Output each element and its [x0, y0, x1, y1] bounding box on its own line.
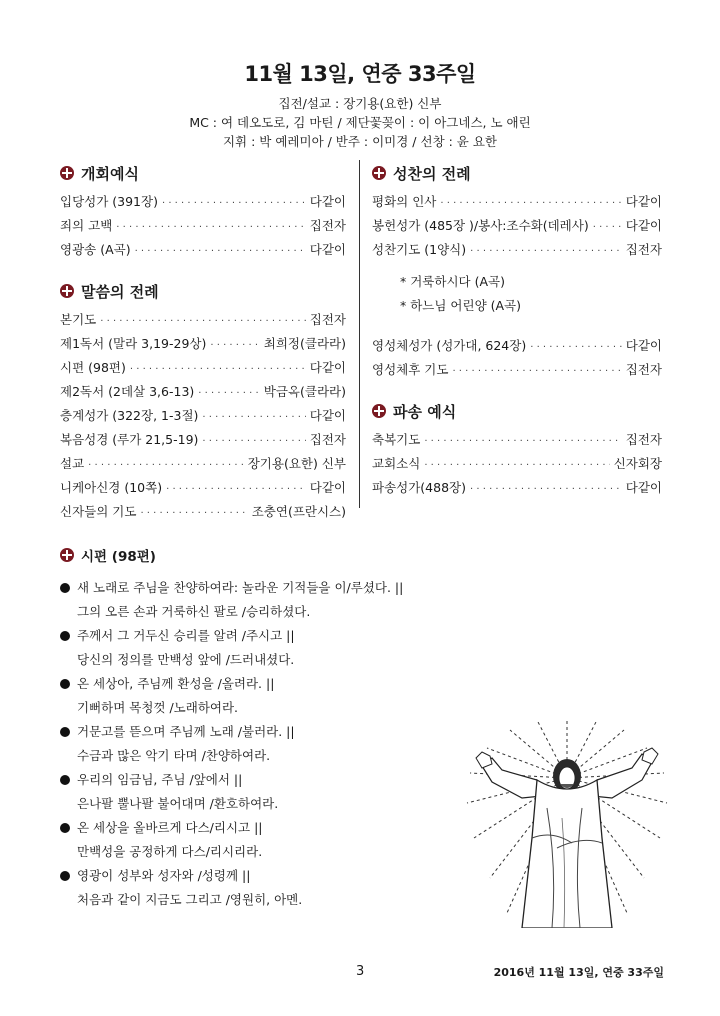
order-row: [60, 380, 346, 404]
cross-icon: [60, 166, 74, 180]
row-label: 제1독서 (말라 3,19-29상): [60, 336, 207, 351]
verse-line: 새 노래로 주님을 찬양하여라: 놀라운 기적들을 이/루셨다. ||: [77, 580, 404, 595]
row-value: 다같이: [309, 408, 346, 423]
order-row: [372, 428, 662, 452]
row-label: 니케아신경 (10쪽): [60, 480, 163, 495]
verse-response: 처음과 같이 지금도 그리고 /영원히, 아멘.: [77, 892, 303, 907]
row-label: 층계성가 (322장, 1-3절): [60, 408, 199, 423]
row-value: 다같이: [625, 338, 662, 353]
row-label: 영성체성가 (성가대, 624장): [372, 338, 527, 353]
sub-item: * 거룩하시다 (A곡): [400, 274, 505, 289]
row-label: 파송성가(488장): [372, 480, 466, 495]
section-title: 말씀의 전례: [81, 282, 159, 301]
order-row: [60, 356, 346, 380]
order-row: [60, 404, 346, 428]
bullet-icon: [60, 679, 70, 689]
row-label: 설교: [60, 456, 85, 471]
psalm-verse: [60, 672, 460, 720]
row-label: 제2독서 (2데살 3,6-13): [60, 384, 195, 399]
row-value: 집전자: [309, 432, 346, 447]
section-title: 개회예식: [81, 164, 139, 183]
bullet-icon: [60, 727, 70, 737]
credits: [0, 94, 720, 151]
row-value: 조충연(프란시스): [251, 504, 346, 519]
row-value: 집전자: [309, 312, 346, 327]
page-title: 11월 13일, 연중 33주일: [244, 62, 476, 86]
row-value: 집전자: [309, 218, 346, 233]
row-label: 봉헌성가 (485장 )/봉사:조수화(데레사): [372, 218, 589, 233]
verse-response: 수금과 많은 악기 타며 /찬양하여라.: [77, 748, 271, 763]
row-label: 입당성가 (391장): [60, 194, 158, 209]
psalm-section: [60, 542, 460, 912]
bullet-icon: [60, 871, 70, 881]
column-divider: [359, 160, 360, 508]
row-value: 다같이: [625, 480, 662, 495]
psalm-heading: [60, 542, 460, 568]
psalm-verse: [60, 576, 460, 624]
row-label: 성찬기도 (1양식): [372, 242, 467, 257]
section-title: 시편 (98편): [81, 549, 156, 565]
section-title: 파송 예식: [393, 402, 457, 421]
verse-line: 우리의 임금님, 주님 /앞에서 ||: [77, 772, 243, 787]
verse-line: 온 세상을 올바르게 다스/리시고 ||: [77, 820, 263, 835]
verse-line: 주께서 그 거두신 승리를 알려 /주시고 ||: [77, 628, 295, 643]
order-row: [372, 214, 662, 238]
row-label: 축복기도: [372, 432, 421, 447]
verse-response: 기뻐하며 목청껏 /노래하여라.: [77, 700, 239, 715]
row-value: 박금옥(클라라): [263, 384, 346, 399]
bullet-icon: [60, 631, 70, 641]
order-row: [60, 214, 346, 238]
row-value: 집전자: [625, 362, 662, 377]
cross-icon: [60, 548, 74, 562]
row-label: 본기도: [60, 312, 97, 327]
verse-line: 영광이 성부와 성자와 /성령께 ||: [77, 868, 251, 883]
row-value: 신자회장: [613, 456, 662, 471]
order-row: [372, 358, 662, 382]
sub-item: * 하느님 어린양 (A곡): [400, 298, 521, 313]
credits-line: MC : 여 데오도로, 김 마틴 / 제단꽃꽂이 : 이 아그네스, 노 애린: [189, 115, 531, 130]
row-label: 복음성경 (루가 21,5-19): [60, 432, 199, 447]
verse-line: 거문고를 뜯으며 주님께 노래 /불러라. ||: [77, 724, 295, 739]
order-row: [60, 428, 346, 452]
credits-line: 지휘 : 박 예레미아 / 반주 : 이미경 / 선창 : 윤 요한: [222, 134, 497, 149]
order-row: [372, 452, 662, 476]
verse-response: 당신의 정의를 만백성 앞에 /드러내셨다.: [77, 652, 295, 667]
bullet-icon: [60, 583, 70, 593]
right-column: [372, 160, 662, 500]
row-value: 다같이: [625, 218, 662, 233]
row-value: 집전자: [625, 432, 662, 447]
psalm-verse: [60, 768, 460, 816]
row-value: 다같이: [309, 480, 346, 495]
order-row: [372, 476, 662, 500]
verse-response: 만백성을 공정하게 다스/리시리라.: [77, 844, 263, 859]
row-value: 다같이: [625, 194, 662, 209]
cross-icon: [372, 404, 386, 418]
psalm-verse: [60, 816, 460, 864]
order-row: [372, 238, 662, 262]
row-label: 영광송 (A곡): [60, 242, 131, 257]
left-column: [60, 160, 346, 524]
order-row: [60, 476, 346, 500]
bullet-icon: [60, 775, 70, 785]
row-label: 평화의 인사: [372, 194, 437, 209]
row-value: 집전자: [625, 242, 662, 257]
row-label: 신자들의 기도: [60, 504, 137, 519]
order-row: [372, 334, 662, 358]
order-row: [60, 190, 346, 214]
section-word: [60, 278, 346, 304]
order-row: [372, 190, 662, 214]
section-eucharist: [372, 160, 662, 186]
row-value: 다같이: [309, 194, 346, 209]
page-number: 3: [356, 964, 365, 979]
row-label: 죄의 고백: [60, 218, 113, 233]
verse-response: 그의 오른 손과 거룩하신 팔로 /승리하셨다.: [77, 604, 311, 619]
section-title: 성찬의 전례: [393, 164, 471, 183]
footer-date: 2016년 11월 13일, 연중 33주일: [493, 966, 664, 979]
verse-line: 온 세상아, 주님께 환성을 /올려라. ||: [77, 676, 275, 691]
row-label: 시편 (98편): [60, 360, 126, 375]
psalm-verse: [60, 720, 460, 768]
cross-icon: [60, 284, 74, 298]
bullet-icon: [60, 823, 70, 833]
credits-line: 집전/설교 : 장기용(요한) 신부: [278, 96, 442, 111]
order-row: [60, 238, 346, 262]
row-value: 다같이: [309, 242, 346, 257]
order-row: [60, 308, 346, 332]
risen-christ-illustration: [462, 718, 672, 928]
row-value: 장기용(요한) 신부: [247, 456, 346, 471]
row-label: 영성체후 기도: [372, 362, 449, 377]
verse-response: 은나팔 뿔나팔 불어대며 /환호하여라.: [77, 796, 279, 811]
row-value: 다같이: [309, 360, 346, 375]
section-opening: [60, 160, 346, 186]
psalm-verse: [60, 864, 460, 912]
psalm-verse: [60, 624, 460, 672]
row-label: 교회소식: [372, 456, 421, 471]
section-dismissal: [372, 398, 662, 424]
row-value: 최희정(클라라): [263, 336, 346, 351]
order-row: [60, 332, 346, 356]
order-row: [60, 500, 346, 524]
cross-icon: [372, 166, 386, 180]
order-row: [60, 452, 346, 476]
